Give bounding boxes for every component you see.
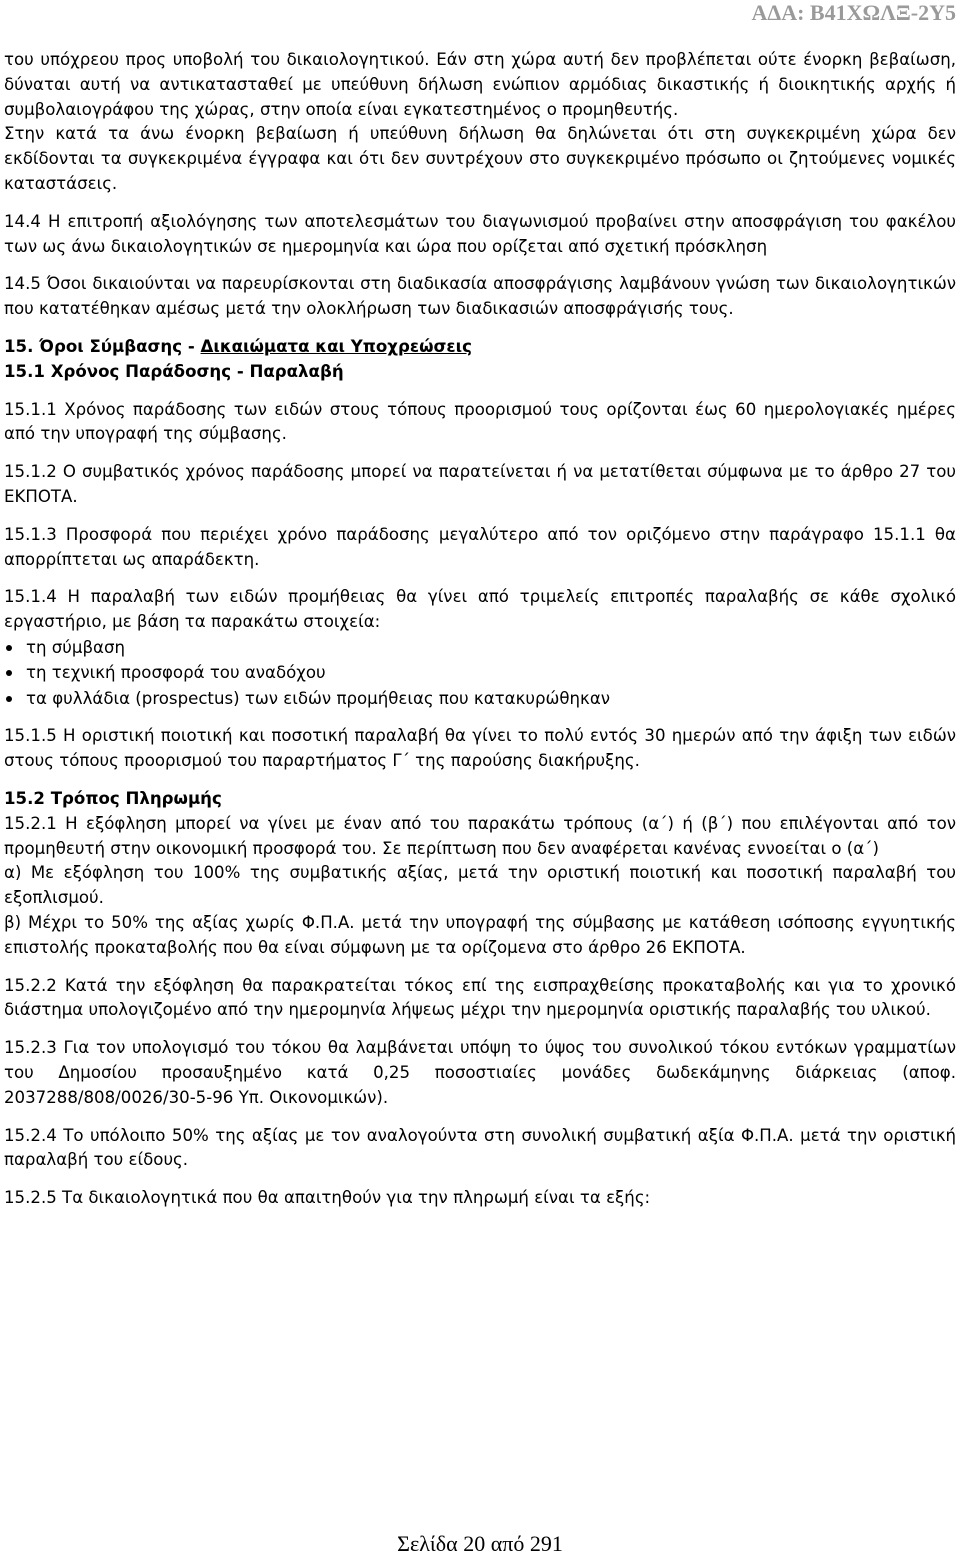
paragraph-15-2-1: 15.2.1 Η εξόφληση μπορεί να γίνει με έναν από του παρακάτω τρόπους (α΄) ή (β΄) που επιλέγονται από τον προμηθευτή στην οικονομική προσφορά του. Σε περίπτωση που δεν αναφέρεται κανένας εννοείται ο (α΄) (4, 813, 956, 858)
paragraph-15-1-3: 15.1.3 Προσφορά που περιέχει χρόνο παράδοσης μεγαλύτερο από τον οριζόμενο στην παράγραφο 15.1.1 θα απορρίπτεται ως απαράδεκτη. (4, 524, 956, 569)
paragraph-15-1-1: 15.1.1 Χρόνος παράδοσης των ειδών στους τόπους προορισμού τους ορίζονται έως 60 ημερολογιακές ημέρες από την υπογραφή της σύμβασης. (4, 399, 956, 444)
heading-15-1: 15.1 Χρόνος Παράδοσης - Παραλαβή (4, 361, 344, 381)
paragraph: του υπόχρεου προς υποβολή του δικαιολογητικού. Εάν στη χώρα αυτή δεν προβλέπεται ούτε ένορκη βεβαίωση, δύναται αυτή να αντικατασταθεί με υπεύθυνη δήλωση ενώπιον αρμόδιας δικαστικής ή διοικητικής αρχής ή συμβολαιογράφου της χώρας, στην οποία είναι εγκατεστημένος ο προμηθευτής. (4, 50, 956, 119)
page-number: Σελίδα 20 από 291 (397, 1531, 563, 1556)
paragraph-option-a: α) Με εξόφληση του 100% της συμβατικής αξίας, μετά την οριστική ποιοτική και ποσοτική παραλαβή του εξοπλισμού. (4, 863, 956, 908)
paragraph-15-2-2: 15.2.2 Κατά την εξόφληση θα παρακρατείται τόκος επί της εισπραχθείσης προκαταβολής και για το χρονικό διάστημα υπολογιζομένο από την ημερομηνία λήψεως μέχρι την ημερομηνία οριστικής παραλαβής του υλικού. (4, 975, 956, 1020)
list-item: τη τεχνική προσφορά του αναδόχου (4, 660, 956, 686)
heading-15 (4, 335, 956, 360)
list-item: τα φυλλάδια (prospectus) των ειδών προμήθειας που κατακυρώθηκαν (4, 686, 956, 712)
paragraph-15-2-4: 15.2.4 Το υπόλοιπο 50% της αξίας με τον αναλογούντα στη συνολική συμβατική αξία Φ.Π.Α. μετά την οριστική παραλαβή του είδους. (4, 1125, 956, 1170)
document-body (4, 48, 956, 1211)
heading-15-2: 15.2 Τρόπος Πληρωμής (4, 789, 222, 809)
paragraph-15-1-2: 15.1.2 Ο συμβατικός χρόνος παράδοσης μπορεί να παρατείνεται ή να μετατίθεται σύμφωνα με το άρθρο 27 του ΕΚΠΟΤΑ. (4, 462, 956, 506)
paragraph-15-1-4: 15.1.4 Η παραλαβή των ειδών προμήθειας θα γίνει από τριμελείς επιτροπές παραλαβής σε κάθε σχολικό εργαστήριο, με βάση τα παρακάτω στοιχεία: (4, 587, 956, 632)
heading-15-prefix: 15. Όροι Σύμβασης - (4, 336, 201, 356)
ada-code: ΑΔΑ: Β41ΧΩΛΞ-2Υ5 (751, 0, 956, 25)
bullet-list (4, 635, 956, 712)
paragraph-15-2-5: 15.2.5 Τα δικαιολογητικά που θα απαιτηθούν για την πληρωμή είναι τα εξής: (4, 1188, 651, 1208)
paragraph-14-5: 14.5 Όσοι δικαιούνται να παρευρίσκονται στη διαδικασία αποσφράγισης λαμβάνουν γνώση των δικαιολογητικών που κατατέθηκαν αμέσως μετά την ολοκλήρωση των διαδικασιών αποσφράγισής τους. (4, 274, 956, 319)
paragraph-15-2-3: 15.2.3 Για τον υπολογισμό του τόκου θα λαμβάνεται υπόψη το ύψος του συνολικού τόκου εντόκων γραμματίων του Δημοσίου προσαυξημένο κατά 0,25 ποσοστιαίες μονάδες δωδεκάμηνης διάρκειας (αποφ. 2037288/808/0026/30-5-96 Υπ. Οικονομικών). (4, 1038, 956, 1107)
paragraph-option-b: β) Μέχρι το 50% της αξίας χωρίς Φ.Π.Α. μετά την υπογραφή της σύμβασης με κατάθεση ισόποσης εγγυητικής επιστολής προκαταβολής που θα είναι σύμφωνη με τα ορίζομενα στο άρθρο 26 ΕΚΠΟΤΑ. (4, 913, 956, 957)
paragraph: Στην κατά τα άνω ένορκη βεβαίωση ή υπεύθυνη δήλωση θα δηλώνεται ότι στη συγκεκριμένη χώρα δεν εκδίδονται τα συγκεκριμένα έγγραφα και ότι δεν συντρέχουν στο συγκεκριμένο πρόσωπο οι ζητούμενες νομικές καταστάσεις. (4, 124, 956, 193)
list-item: τη σύμβαση (4, 635, 956, 661)
paragraph-15-1-5: 15.1.5 Η οριστική ποιοτική και ποσοτική παραλαβή θα γίνει το πολύ εντός 30 ημερών από την άφιξη των ειδών στους τόπους προορισμού του παραρτήματος Γ΄ της παρούσης διακήρυξης. (4, 726, 956, 771)
paragraph-14-4: 14.4 Η επιτροπή αξιολόγησης των αποτελεσμάτων του διαγωνισμού προβαίνει στην αποσφράγιση του φακέλου των ως άνω δικαιολογητικών σε ημερομηνία και ώρα που ορίζεται από σχετική πρόσκληση (4, 211, 956, 256)
heading-15-underlined: Δικαιώματα και Υποχρεώσεις (200, 336, 472, 356)
